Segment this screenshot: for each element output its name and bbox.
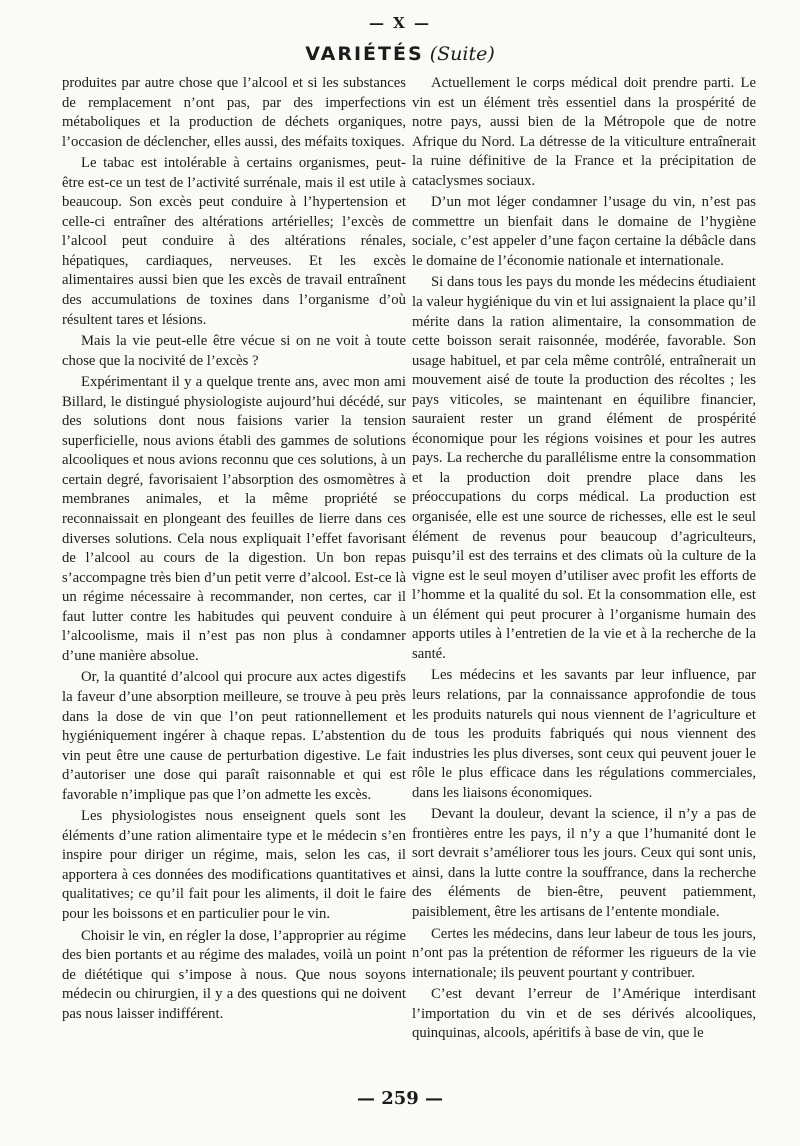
left-paragraph-4: Expérimentant il y a quelque trente ans, avec mon ami Billard, le distingué physiologiste aujourd’hui décédé, sur des solutions dont nous faisions varier la tension superficielle, nous avions établi des gammes de solutions alcooliques et nous avions reconnu que ces solutions, à un certain degré, favorisaient l’absorption des osmomètres à membranes animales, et la même propriété se reconnaissait en plongeant des feuilles de lierre dans ces diverses solutions. Cela nous expliquait l’effet favorisant de l’alcool au cours de la digestion. Un bon repas s’accompagne très bien d’un petit verre d’alcool. Est-ce là un régime nécessaire à recommander, non certes, car il faut lutter contre les habitudes qui peuvent conduire à l’alcoolisme, mais il n’est pas non plus à condamner d’une manière absolue. <box>62 374 406 664</box>
right-column <box>412 74 756 1046</box>
left-paragraph-6: Les physiologistes nous enseignent quels sont les éléments d’une ration alimentaire type et le médecin s’en inspire pour diriger un régime, mais, selon les cas, il apportera à ces données des modifications quantitatives et qualitatives; ce qu’il fait pour les aliments, il doit le faire pour les boissons et en particulier pour le vin. <box>62 808 406 922</box>
section-title-main: VARIÉTÉS <box>305 43 424 65</box>
roman-page-header: — X — <box>368 14 432 32</box>
right-paragraph-7: C’est devant l’erreur de l’Amérique interdisant l’importation du vin et de ses dérivés alcooliques, quinquinas, alcools, apéritifs à base de vin, que le <box>412 986 756 1042</box>
left-paragraph-5: Or, la quantité d’alcool qui procure aux actes digestifs la faveur d’une absorption meilleure, se trouve à peu près dans la dose de vin que l’on peut rationnellement et hygiéniquement ingérer à chaque repas. L’abstention du vin peut être une cause de perturbation digestive. Le fait d’autoriser une dose qui paraît raisonnable et qui est favorable n’implique pas que l’on admette les excès. <box>62 669 406 803</box>
left-paragraph-1: produites par autre chose que l’alcool et si les substances de remplacement n’ont pas, par des imperfections métaboliques et la production de déchets organiques, l’occasion de déclencher, elles aussi, des méfaits toxiques. <box>62 75 406 150</box>
right-paragraph-3: Si dans tous les pays du monde les médecins étudiaient la valeur hygiénique du vin et lui assignaient la place qu’il mérite dans la ration alimentaire, la consommation de cette boisson serait raisonnée, modérée, favorable. Son usage habituel, et par cela même contrôlé, entraînerait un mouvement aisé de toute la production des récoltes ; les pays viticoles, se maintenant en équilibre financier, sauraient rester un grand élément de prospérité économique pour les régions voisines et pour les autres pays. La recherche du parallélisme entre la consommation et la production doit prendre place dans les préoccupations du corps médical. La production est organisée, elle est une source de richesses, elle est le seul élément de revenus pour beaucoup d’agriculteurs, puisqu’il est des terrains et des climats où la culture de la vigne est le seul moyen d’utiliser avec profit les efforts de l’homme et la qualité du sol. Et la consommation elle, est un élément qui peut procurer à l’organisme humain des apports utiles à l’entretien de la vie et à la recherche de la santé. <box>412 274 756 662</box>
section-title <box>0 42 800 66</box>
section-title-suite: (Suite) <box>429 43 495 65</box>
right-paragraph-6: Certes les médecins, dans leur labeur de tous les jours, n’ont pas la prétention de réformer les rigueurs de la vie internationale; ils peuvent pourtant y contribuer. <box>412 925 756 981</box>
left-paragraph-2: Le tabac est intolérable à certains organismes, peut-être est-ce un test de l’activité surrénale, mais il est utile à beaucoup. Son excès peut conduire à l’hypertension et celle-ci entraîner des altérations artérielles; l’excès de l’alcool peut conduire à des altérations rénales, hépatiques, cardiaques, nerveuses. Et les excès alimentaires aussi bien que les excès de travail entraînent des accumulations de toxines dans l’organisme d’où résultent tares et lésions. <box>62 155 406 328</box>
right-paragraph-5: Devant la douleur, devant la science, il n’y a pas de frontières entre les pays, il n’y a que l’humanité dont le sort devrait s’améliorer tous les jours. Ceux qui sont unis, ainsi, dans la lutte contre la souffrance, dans la recherche des éléments de bien-être, peuvent patiemment, paisiblement, être les artisans de l’entente mondiale. <box>412 806 756 920</box>
page-number: — 259 — <box>356 1088 444 1109</box>
left-column <box>62 74 406 1026</box>
left-paragraph-7: Choisir le vin, en régler la dose, l’approprier au régime des bien portants et au régime des malades, voilà un point de diététique qui s’impose à nous. Que nous soyons médecin ou chirurgien, il y a des questions qui ne doivent pas nous laisser indifférent. <box>62 927 406 1022</box>
right-paragraph-2: D’un mot léger condamner l’usage du vin, n’est pas commettre un bienfait dans le domaine de l’hygiène sociale, c’est appeler d’une façon certaine la débâcle dans le domaine de l’économie nationale et internationale. <box>412 194 756 269</box>
left-paragraph-3: Mais la vie peut-elle être vécue si on ne voit à toute chose que la nocivité de l’excès ? <box>62 333 406 369</box>
right-paragraph-4: Les médecins et les savants par leur influence, par leurs relations, par la connaissance approfondie de tous les produits naturels qui nous viennent de l’agriculture et de tous les produits fabriqués qui nous viennent des industries les plus diverses, sont ceux qui peuvent jouer le rôle le plus efficace dans les régulations commerciales, dans les liaisons économiques. <box>412 667 756 801</box>
right-paragraph-1: Actuellement le corps médical doit prendre parti. Le vin est un élément très essentiel dans la prospérité de notre pays, aussi bien de la Métropole que de notre Afrique du Nord. La détresse de la viticulture entraînerait la ruine définitive de la France et la précipitation de cataclysmes sociaux. <box>412 75 756 189</box>
